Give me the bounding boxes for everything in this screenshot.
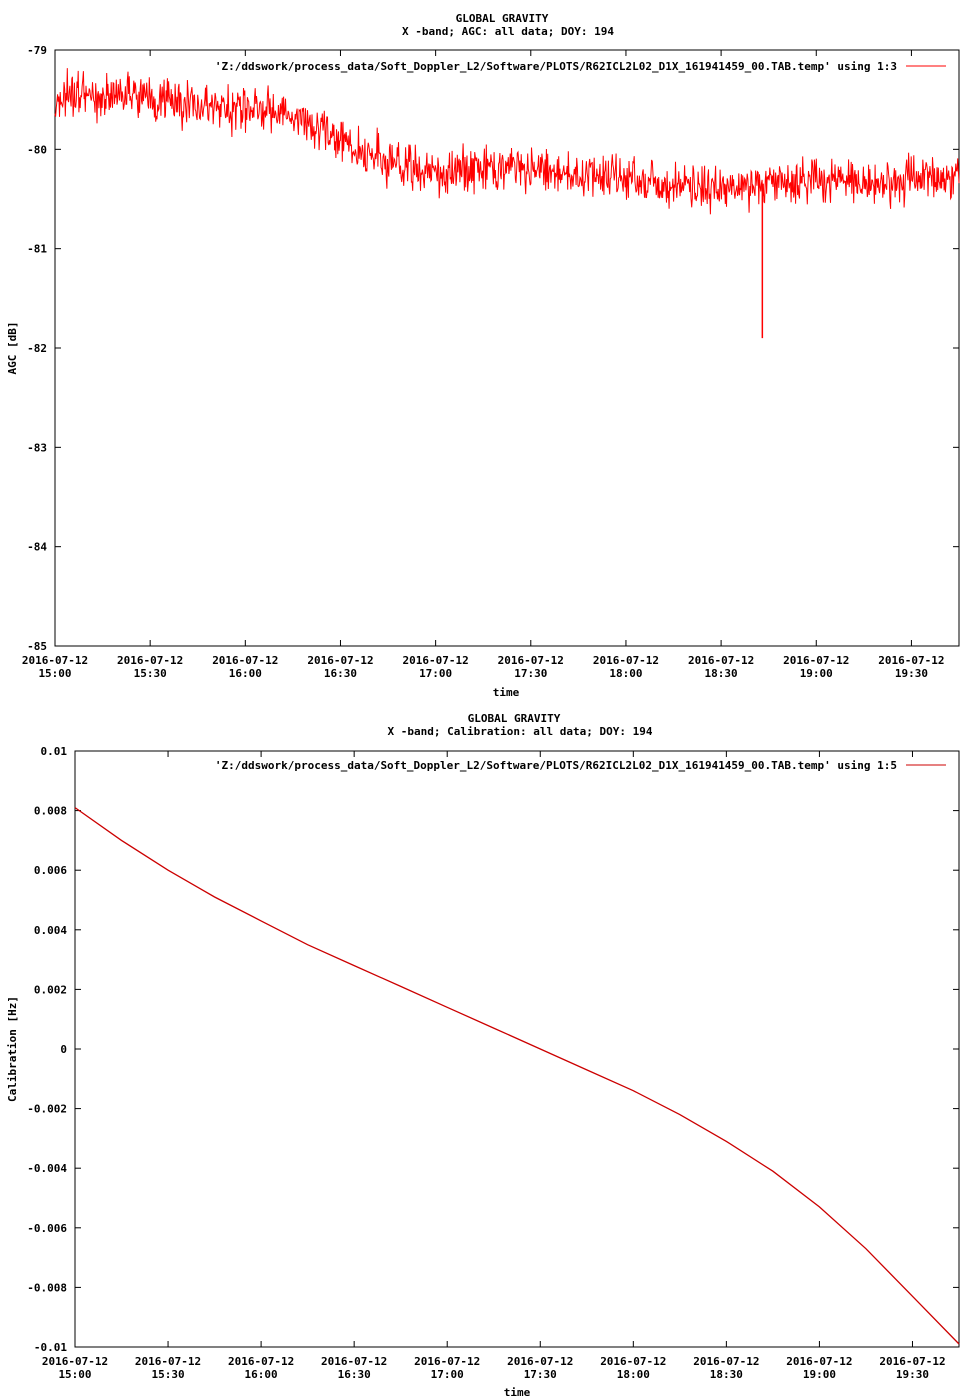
calibration-y-tick-label: 0.002 xyxy=(33,983,67,997)
agc-x-tick-date: 2016-07-12 xyxy=(497,654,564,667)
agc-x-tick-date: 2016-07-12 xyxy=(402,654,469,667)
calibration-y-tick-label: 0.01 xyxy=(40,745,67,758)
calibration-x-tick-time: 18:30 xyxy=(709,1368,743,1381)
agc-y-tick-label: -81 xyxy=(27,242,47,256)
calibration-x-tick-time: 15:00 xyxy=(58,1368,92,1381)
calibration-chart-title: GLOBAL GRAVITY xyxy=(467,712,561,725)
agc-chart xyxy=(6,12,959,699)
agc-x-tick-time: 15:30 xyxy=(133,667,167,680)
agc-x-tick-date: 2016-07-12 xyxy=(592,654,660,667)
agc-x-tick-time: 17:30 xyxy=(514,667,548,680)
agc-y-tick-label: -83 xyxy=(27,441,47,455)
calibration-y-tick-label: -0.01 xyxy=(33,1341,67,1354)
agc-x-tick-time: 18:00 xyxy=(609,667,643,680)
agc-plot-frame xyxy=(55,50,959,646)
calibration-x-tick-time: 19:30 xyxy=(895,1368,930,1381)
agc-x-tick-date: 2016-07-12 xyxy=(783,654,850,667)
calibration-x-tick-date: 2016-07-12 xyxy=(693,1355,760,1368)
calibration-x-tick-time: 16:00 xyxy=(244,1368,278,1381)
agc-series-line xyxy=(55,68,959,214)
agc-y-tick-label: -82 xyxy=(27,342,47,355)
agc-x-tick-date: 2016-07-12 xyxy=(212,654,279,667)
calibration-y-tick-label: 0.006 xyxy=(33,864,67,878)
calibration-x-tick-time: 16:30 xyxy=(337,1368,371,1381)
calibration-y-tick-label: -0.004 xyxy=(27,1162,67,1176)
calibration-series-line xyxy=(75,808,959,1344)
calibration-y-tick-label: -0.006 xyxy=(27,1221,67,1235)
calibration-x-tick-date: 2016-07-12 xyxy=(227,1355,295,1368)
calibration-y-ticks xyxy=(27,745,959,1354)
agc-y-axis-label: AGC [dB] xyxy=(6,321,19,375)
calibration-x-tick-time: 17:00 xyxy=(430,1368,464,1381)
agc-x-tick-date: 2016-07-12 xyxy=(117,654,184,667)
agc-x-ticks xyxy=(22,50,945,680)
calibration-x-tick-date: 2016-07-12 xyxy=(134,1355,202,1368)
agc-x-tick-time: 19:00 xyxy=(799,667,833,680)
calibration-y-axis-label: Calibration [Hz] xyxy=(6,996,19,1102)
agc-chart-subtitle: X -band; AGC: all data; DOY: 194 xyxy=(402,25,614,38)
agc-x-tick-time: 17:00 xyxy=(419,667,453,680)
calibration-y-tick-label: -0.002 xyxy=(27,1102,67,1116)
agc-series xyxy=(55,68,959,338)
calibration-chart-subtitle: X -band; Calibration: all data; DOY: 194 xyxy=(387,725,653,738)
calibration-x-tick-date: 2016-07-12 xyxy=(600,1355,667,1368)
agc-x-tick-time: 18:30 xyxy=(704,667,738,680)
agc-x-tick-time: 19:30 xyxy=(894,667,928,680)
calibration-legend-label: 'Z:/ddswork/process_data/Soft_Doppler_L2/Software/PLOTS/R62ICL2L02_D1X_161941459_00.TAB.temp' using 1:5 xyxy=(214,759,897,772)
calibration-plot-frame xyxy=(75,751,959,1347)
calibration-x-tick-time: 19:00 xyxy=(802,1368,836,1381)
agc-x-tick-date: 2016-07-12 xyxy=(307,654,374,667)
agc-x-tick-time: 16:00 xyxy=(228,667,262,680)
agc-chart-title: GLOBAL GRAVITY xyxy=(455,12,549,25)
agc-legend-label: 'Z:/ddswork/process_data/Soft_Doppler_L2/Software/PLOTS/R62ICL2L02_D1X_161941459_00.TAB.temp' using 1:3 xyxy=(214,60,897,73)
calibration-series xyxy=(75,808,959,1344)
calibration-y-tick-label: 0.008 xyxy=(33,804,67,818)
agc-y-tick-label: -84 xyxy=(27,540,47,554)
calibration-x-tick-date: 2016-07-12 xyxy=(41,1355,109,1368)
calibration-x-ticks xyxy=(42,751,946,1381)
calibration-y-tick-label: -0.008 xyxy=(27,1281,67,1295)
agc-x-tick-time: 16:30 xyxy=(323,667,358,680)
agc-x-tick-date: 2016-07-12 xyxy=(21,654,89,667)
calibration-x-tick-time: 18:00 xyxy=(616,1368,650,1381)
agc-x-axis-label: time xyxy=(492,686,520,699)
calibration-x-tick-date: 2016-07-12 xyxy=(879,1355,946,1368)
agc-x-tick-date: 2016-07-12 xyxy=(687,654,755,667)
calibration-y-tick-label: 0 xyxy=(60,1043,67,1056)
agc-y-tick-label: -80 xyxy=(27,143,47,157)
agc-x-tick-time: 15:00 xyxy=(38,667,72,680)
calibration-x-tick-date: 2016-07-12 xyxy=(414,1355,481,1368)
calibration-chart xyxy=(6,712,959,1399)
agc-y-ticks xyxy=(27,44,959,653)
calibration-x-axis-label: time xyxy=(503,1386,531,1399)
calibration-x-tick-date: 2016-07-12 xyxy=(321,1355,388,1368)
calibration-x-tick-date: 2016-07-12 xyxy=(786,1355,853,1368)
calibration-y-tick-label: 0.004 xyxy=(33,923,67,937)
calibration-x-tick-time: 15:30 xyxy=(151,1368,185,1381)
agc-y-tick-label: -85 xyxy=(27,640,47,653)
calibration-x-tick-date: 2016-07-12 xyxy=(507,1355,574,1368)
agc-y-tick-label: -79 xyxy=(27,44,47,57)
agc-x-tick-date: 2016-07-12 xyxy=(878,654,945,667)
calibration-x-tick-time: 17:30 xyxy=(523,1368,557,1381)
